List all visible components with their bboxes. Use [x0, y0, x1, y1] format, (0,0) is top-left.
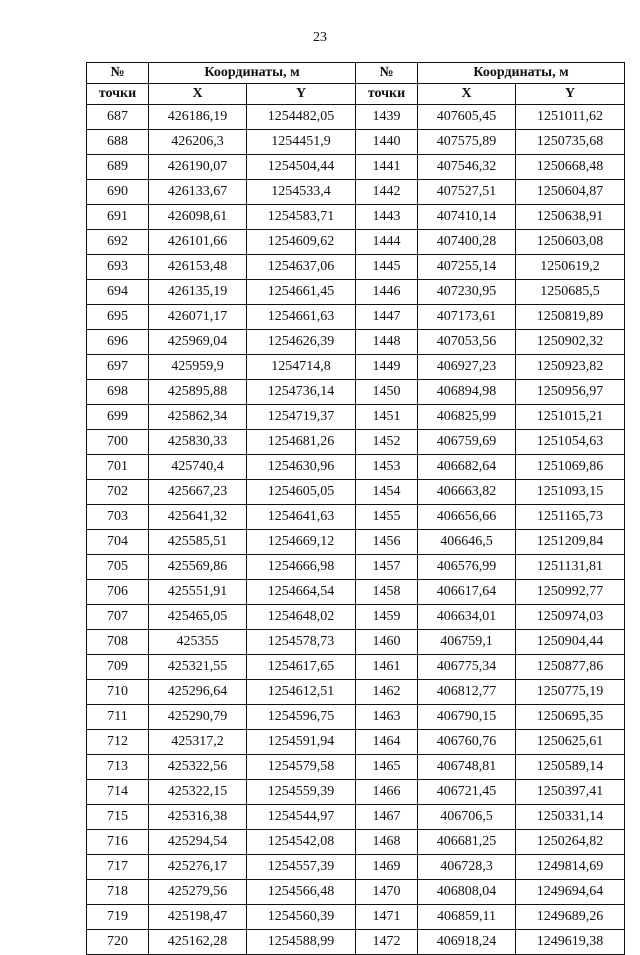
x-left: 425321,55 [149, 655, 247, 680]
x-left: 425969,04 [149, 330, 247, 355]
x-left: 425641,32 [149, 505, 247, 530]
point-number-left: 716 [87, 830, 149, 855]
y-left: 1254579,58 [247, 755, 356, 780]
point-number-right: 1469 [356, 855, 418, 880]
point-number-left: 704 [87, 530, 149, 555]
x-right: 406728,3 [418, 855, 516, 880]
y-left: 1254596,75 [247, 705, 356, 730]
point-number-left: 715 [87, 805, 149, 830]
x-right: 406748,81 [418, 755, 516, 780]
point-number-right: 1443 [356, 205, 418, 230]
point-number-right: 1472 [356, 930, 418, 955]
y-left: 1254578,73 [247, 630, 356, 655]
y-right: 1250603,08 [516, 230, 625, 255]
x-right: 406775,34 [418, 655, 516, 680]
y-left: 1254559,39 [247, 780, 356, 805]
y-right: 1251054,63 [516, 430, 625, 455]
x-left: 425279,56 [149, 880, 247, 905]
y-right: 1250923,82 [516, 355, 625, 380]
y-left: 1254566,48 [247, 880, 356, 905]
x-right: 407053,56 [418, 330, 516, 355]
y-right: 1249619,38 [516, 930, 625, 955]
x-right: 406656,66 [418, 505, 516, 530]
x-right: 407400,28 [418, 230, 516, 255]
point-number-left: 689 [87, 155, 149, 180]
point-number-left: 698 [87, 380, 149, 405]
table-row [87, 380, 625, 405]
point-number-right: 1461 [356, 655, 418, 680]
x-left: 426153,48 [149, 255, 247, 280]
table-row [87, 205, 625, 230]
point-number-right: 1458 [356, 580, 418, 605]
table-row [87, 655, 625, 680]
x-right: 406927,23 [418, 355, 516, 380]
x-right: 406646,5 [418, 530, 516, 555]
x-left: 426206,3 [149, 130, 247, 155]
point-number-right: 1466 [356, 780, 418, 805]
y-left: 1254560,39 [247, 905, 356, 930]
y-left: 1254544,97 [247, 805, 356, 830]
y-right: 1250619,2 [516, 255, 625, 280]
point-number-right: 1462 [356, 680, 418, 705]
x-right: 406812,77 [418, 680, 516, 705]
y-left: 1254661,63 [247, 305, 356, 330]
y-left: 1254612,51 [247, 680, 356, 705]
coordinates-header-left: Координаты, м [149, 63, 356, 84]
table-row [87, 455, 625, 480]
table-row [87, 405, 625, 430]
x-left: 425276,17 [149, 855, 247, 880]
y-left: 1254451,9 [247, 130, 356, 155]
y-left: 1254666,98 [247, 555, 356, 580]
table-row [87, 580, 625, 605]
point-number-left: 714 [87, 780, 149, 805]
x-left: 425355 [149, 630, 247, 655]
point-number-right: 1471 [356, 905, 418, 930]
point-number-left: 695 [87, 305, 149, 330]
table-header [87, 63, 625, 105]
table-row [87, 555, 625, 580]
y-right: 1250331,14 [516, 805, 625, 830]
x-left: 426101,66 [149, 230, 247, 255]
x-left: 425569,86 [149, 555, 247, 580]
y-right: 1251165,73 [516, 505, 625, 530]
y-header-right: Y [516, 84, 625, 105]
y-right: 1251131,81 [516, 555, 625, 580]
y-right: 1250877,86 [516, 655, 625, 680]
y-header-left: Y [247, 84, 356, 105]
table-row [87, 155, 625, 180]
y-left: 1254504,44 [247, 155, 356, 180]
y-right: 1250956,97 [516, 380, 625, 405]
point-number-right: 1453 [356, 455, 418, 480]
point-number-left: 696 [87, 330, 149, 355]
y-right: 1249814,69 [516, 855, 625, 880]
point-number-left: 711 [87, 705, 149, 730]
point-number-right: 1442 [356, 180, 418, 205]
point-number-header-left: № [87, 63, 149, 84]
x-left: 426135,19 [149, 280, 247, 305]
point-number-right: 1454 [356, 480, 418, 505]
point-number-right: 1456 [356, 530, 418, 555]
x-left: 425317,2 [149, 730, 247, 755]
table-row [87, 630, 625, 655]
point-number-right: 1451 [356, 405, 418, 430]
x-right: 407255,14 [418, 255, 516, 280]
table-row [87, 905, 625, 930]
x-left: 425959,9 [149, 355, 247, 380]
point-number-right: 1464 [356, 730, 418, 755]
point-number-right: 1470 [356, 880, 418, 905]
point-number-right: 1459 [356, 605, 418, 630]
x-right: 406706,5 [418, 805, 516, 830]
y-right: 1250685,5 [516, 280, 625, 305]
x-right: 407230,95 [418, 280, 516, 305]
point-number-right: 1468 [356, 830, 418, 855]
point-number-right: 1439 [356, 105, 418, 130]
y-left: 1254482,05 [247, 105, 356, 130]
y-left: 1254609,62 [247, 230, 356, 255]
y-left: 1254617,65 [247, 655, 356, 680]
point-label-right: точки [356, 84, 418, 105]
y-left: 1254637,06 [247, 255, 356, 280]
x-right: 406859,11 [418, 905, 516, 930]
table-row [87, 755, 625, 780]
x-left: 425895,88 [149, 380, 247, 405]
x-left: 425198,47 [149, 905, 247, 930]
y-right: 1250775,19 [516, 680, 625, 705]
table-row [87, 705, 625, 730]
x-left: 425830,33 [149, 430, 247, 455]
point-number-left: 713 [87, 755, 149, 780]
x-left: 425585,51 [149, 530, 247, 555]
point-number-left: 719 [87, 905, 149, 930]
point-number-left: 690 [87, 180, 149, 205]
y-right: 1250904,44 [516, 630, 625, 655]
point-number-left: 699 [87, 405, 149, 430]
y-right: 1250735,68 [516, 130, 625, 155]
x-right: 406634,01 [418, 605, 516, 630]
y-left: 1254661,45 [247, 280, 356, 305]
x-right: 406617,64 [418, 580, 516, 605]
y-left: 1254557,39 [247, 855, 356, 880]
y-right: 1251069,86 [516, 455, 625, 480]
table-row [87, 605, 625, 630]
y-right: 1250902,32 [516, 330, 625, 355]
point-number-right: 1467 [356, 805, 418, 830]
table-row [87, 430, 625, 455]
y-left: 1254736,14 [247, 380, 356, 405]
table-row [87, 230, 625, 255]
y-left: 1254669,12 [247, 530, 356, 555]
x-left: 425465,05 [149, 605, 247, 630]
x-left: 425551,91 [149, 580, 247, 605]
point-number-left: 707 [87, 605, 149, 630]
x-header-right: X [418, 84, 516, 105]
point-number-right: 1455 [356, 505, 418, 530]
table-row [87, 530, 625, 555]
y-right: 1250264,82 [516, 830, 625, 855]
point-number-left: 688 [87, 130, 149, 155]
y-left: 1254664,54 [247, 580, 356, 605]
point-number-left: 718 [87, 880, 149, 905]
x-left: 425862,34 [149, 405, 247, 430]
y-left: 1254588,99 [247, 930, 356, 955]
x-right: 406576,99 [418, 555, 516, 580]
y-left: 1254630,96 [247, 455, 356, 480]
table-row [87, 480, 625, 505]
table-row [87, 930, 625, 955]
x-right: 407605,45 [418, 105, 516, 130]
x-left: 425322,15 [149, 780, 247, 805]
y-right: 1250992,77 [516, 580, 625, 605]
point-number-left: 706 [87, 580, 149, 605]
x-left: 425667,23 [149, 480, 247, 505]
y-right: 1251011,62 [516, 105, 625, 130]
x-right: 406759,1 [418, 630, 516, 655]
x-right: 406790,15 [418, 705, 516, 730]
table-row [87, 130, 625, 155]
table-row [87, 505, 625, 530]
x-left: 426133,67 [149, 180, 247, 205]
table-row [87, 305, 625, 330]
x-right: 406918,24 [418, 930, 516, 955]
x-right: 406894,98 [418, 380, 516, 405]
y-left: 1254648,02 [247, 605, 356, 630]
x-left: 426071,17 [149, 305, 247, 330]
y-right: 1250668,48 [516, 155, 625, 180]
y-left: 1254533,4 [247, 180, 356, 205]
table-row [87, 855, 625, 880]
point-number-left: 692 [87, 230, 149, 255]
point-number-right: 1441 [356, 155, 418, 180]
x-right: 407173,61 [418, 305, 516, 330]
y-right: 1250695,35 [516, 705, 625, 730]
x-left: 426186,19 [149, 105, 247, 130]
table-row [87, 805, 625, 830]
y-right: 1250589,14 [516, 755, 625, 780]
table-row [87, 680, 625, 705]
y-left: 1254591,94 [247, 730, 356, 755]
point-number-right: 1457 [356, 555, 418, 580]
y-right: 1250397,41 [516, 780, 625, 805]
y-right: 1251015,21 [516, 405, 625, 430]
x-left: 425296,64 [149, 680, 247, 705]
page-number: 23 [313, 30, 327, 45]
coordinates-table [86, 62, 625, 955]
point-number-right: 1465 [356, 755, 418, 780]
point-number-left: 687 [87, 105, 149, 130]
point-number-right: 1445 [356, 255, 418, 280]
table-row [87, 105, 625, 130]
point-number-right: 1452 [356, 430, 418, 455]
x-left: 426190,07 [149, 155, 247, 180]
x-right: 406681,25 [418, 830, 516, 855]
x-right: 407546,32 [418, 155, 516, 180]
point-number-left: 709 [87, 655, 149, 680]
point-number-left: 700 [87, 430, 149, 455]
table-row [87, 355, 625, 380]
y-left: 1254583,71 [247, 205, 356, 230]
x-right: 407575,89 [418, 130, 516, 155]
y-right: 1250638,91 [516, 205, 625, 230]
x-right: 406760,76 [418, 730, 516, 755]
x-left: 425162,28 [149, 930, 247, 955]
point-number-left: 693 [87, 255, 149, 280]
x-left: 425294,54 [149, 830, 247, 855]
y-left: 1254714,8 [247, 355, 356, 380]
table-row [87, 330, 625, 355]
point-number-right: 1449 [356, 355, 418, 380]
y-right: 1250604,87 [516, 180, 625, 205]
y-right: 1251093,15 [516, 480, 625, 505]
table-row [87, 830, 625, 855]
y-left: 1254681,26 [247, 430, 356, 455]
x-right: 406663,82 [418, 480, 516, 505]
y-left: 1254626,39 [247, 330, 356, 355]
y-left: 1254719,37 [247, 405, 356, 430]
x-right: 406721,45 [418, 780, 516, 805]
x-right: 406759,69 [418, 430, 516, 455]
point-number-left: 712 [87, 730, 149, 755]
table-row [87, 180, 625, 205]
x-right: 407410,14 [418, 205, 516, 230]
x-left: 425316,38 [149, 805, 247, 830]
table-row [87, 730, 625, 755]
point-label-left: точки [87, 84, 149, 105]
point-number-left: 694 [87, 280, 149, 305]
x-right: 406808,04 [418, 880, 516, 905]
x-right: 406682,64 [418, 455, 516, 480]
table-row [87, 280, 625, 305]
x-left: 426098,61 [149, 205, 247, 230]
x-left: 425322,56 [149, 755, 247, 780]
point-number-right: 1447 [356, 305, 418, 330]
point-number-left: 710 [87, 680, 149, 705]
y-left: 1254542,08 [247, 830, 356, 855]
point-number-left: 702 [87, 480, 149, 505]
y-right: 1251209,84 [516, 530, 625, 555]
point-number-header-right: № [356, 63, 418, 84]
point-number-left: 697 [87, 355, 149, 380]
table-row [87, 255, 625, 280]
x-left: 425740,4 [149, 455, 247, 480]
y-right: 1249689,26 [516, 905, 625, 930]
table-row [87, 880, 625, 905]
point-number-right: 1444 [356, 230, 418, 255]
point-number-right: 1460 [356, 630, 418, 655]
x-right: 407527,51 [418, 180, 516, 205]
y-right: 1250819,89 [516, 305, 625, 330]
point-number-left: 701 [87, 455, 149, 480]
x-left: 425290,79 [149, 705, 247, 730]
point-number-right: 1463 [356, 705, 418, 730]
point-number-left: 691 [87, 205, 149, 230]
y-right: 1250625,61 [516, 730, 625, 755]
y-left: 1254605,05 [247, 480, 356, 505]
y-left: 1254641,63 [247, 505, 356, 530]
point-number-right: 1448 [356, 330, 418, 355]
y-right: 1249694,64 [516, 880, 625, 905]
point-number-left: 703 [87, 505, 149, 530]
point-number-left: 717 [87, 855, 149, 880]
table-body [87, 105, 625, 955]
point-number-left: 708 [87, 630, 149, 655]
y-right: 1250974,03 [516, 605, 625, 630]
point-number-right: 1450 [356, 380, 418, 405]
x-header-left: X [149, 84, 247, 105]
table-row [87, 780, 625, 805]
coordinates-header-right: Координаты, м [418, 63, 625, 84]
point-number-right: 1440 [356, 130, 418, 155]
point-number-left: 720 [87, 930, 149, 955]
point-number-right: 1446 [356, 280, 418, 305]
point-number-left: 705 [87, 555, 149, 580]
x-right: 406825,99 [418, 405, 516, 430]
